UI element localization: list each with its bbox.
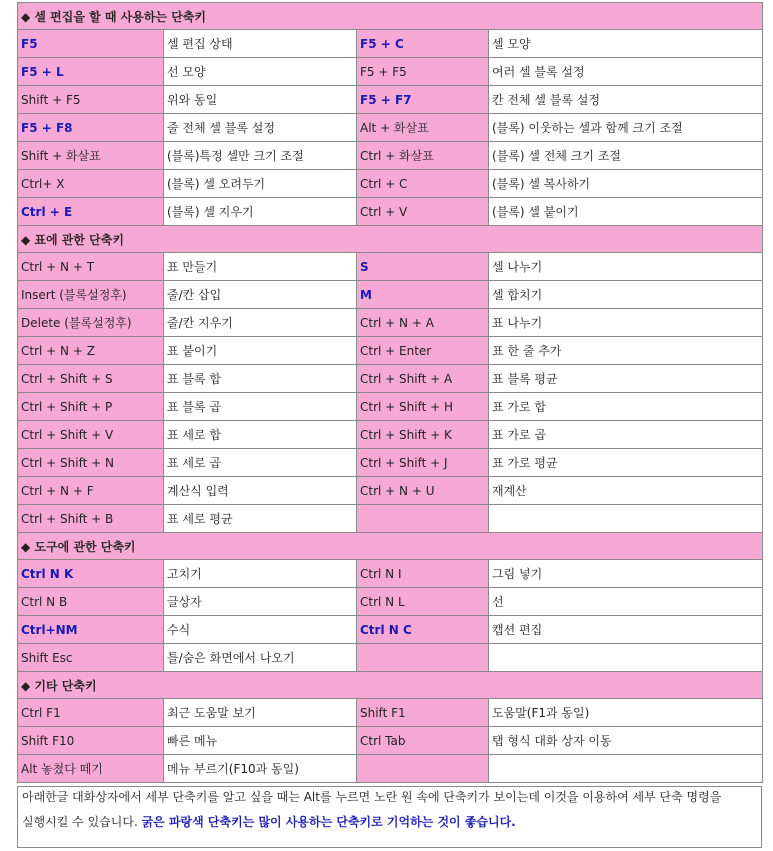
shortcut-desc-right — [489, 644, 763, 672]
shortcut-desc-left: 표 블록 곱 — [164, 393, 357, 421]
shortcut-desc-left: 줄/칸 삽입 — [164, 281, 357, 309]
table-row — [18, 505, 763, 533]
shortcut-desc-right: 재계산 — [489, 477, 763, 505]
shortcut-desc-left: 표 세로 합 — [164, 421, 357, 449]
shortcut-desc-left: 줄 전체 셀 블록 설정 — [164, 114, 357, 142]
shortcut-key-left: Ctrl + Shift + P — [18, 393, 164, 421]
shortcut-desc-right: 표 나누기 — [489, 309, 763, 337]
shortcut-key-right: Shift F1 — [357, 699, 489, 727]
shortcut-desc-left: 글상자 — [164, 588, 357, 616]
table-row — [18, 365, 763, 393]
shortcut-desc-left: 셀 편집 상태 — [164, 30, 357, 58]
shortcut-key-right: Ctrl + Enter — [357, 337, 489, 365]
shortcut-key-right: Ctrl + Shift + H — [357, 393, 489, 421]
shortcut-key-left: Ctrl + Shift + N — [18, 449, 164, 477]
shortcut-table-body — [18, 3, 763, 783]
table-row — [18, 114, 763, 142]
section-header-row — [18, 3, 763, 30]
table-row — [18, 477, 763, 505]
shortcut-key-left: Delete (블록설정후) — [18, 309, 164, 337]
table-row — [18, 449, 763, 477]
shortcut-key-left: Alt 놓쳤다 떼기 — [18, 755, 164, 783]
shortcut-desc-right — [489, 755, 763, 783]
shortcut-desc-left: 빠른 메뉴 — [164, 727, 357, 755]
shortcut-key-left: Shift + F5 — [18, 86, 164, 114]
shortcut-desc-left: 틀/숨은 화면에서 나오기 — [164, 644, 357, 672]
shortcut-key-left: Shift Esc — [18, 644, 164, 672]
shortcut-desc-right: 표 가로 평균 — [489, 449, 763, 477]
shortcut-desc-left: 표 블록 합 — [164, 365, 357, 393]
table-row — [18, 309, 763, 337]
table-row — [18, 616, 763, 644]
shortcut-key-right: Alt + 화살표 — [357, 114, 489, 142]
table-row — [18, 644, 763, 672]
shortcut-key-right: Ctrl + V — [357, 198, 489, 226]
shortcut-key-right: Ctrl + N + A — [357, 309, 489, 337]
shortcut-desc-right: (블록) 셀 전체 크기 조절 — [489, 142, 763, 170]
section-title: ◆ 기타 단축키 — [18, 672, 763, 699]
shortcut-key-left: Shift + 화살표 — [18, 142, 164, 170]
shortcut-table — [17, 2, 763, 783]
table-row — [18, 560, 763, 588]
shortcut-desc-right: 선 — [489, 588, 763, 616]
shortcut-desc-left: (블록) 셀 지우기 — [164, 198, 357, 226]
table-row — [18, 421, 763, 449]
shortcut-key-right: Ctrl + Shift + K — [357, 421, 489, 449]
shortcut-key-left: Ctrl+NM — [18, 616, 164, 644]
shortcut-key-right: Ctrl + C — [357, 170, 489, 198]
shortcut-desc-right: 셀 모양 — [489, 30, 763, 58]
section-header-row — [18, 533, 763, 560]
shortcut-desc-right: 칸 전체 셀 블록 설정 — [489, 86, 763, 114]
table-row — [18, 337, 763, 365]
table-row — [18, 699, 763, 727]
shortcut-key-right — [357, 644, 489, 672]
shortcut-desc-right: 탭 형식 대화 상자 이동 — [489, 727, 763, 755]
section-header-row — [18, 672, 763, 699]
shortcut-key-left: Ctrl + N + F — [18, 477, 164, 505]
shortcut-desc-left: 표 세로 평균 — [164, 505, 357, 533]
table-row — [18, 393, 763, 421]
table-row — [18, 727, 763, 755]
shortcut-key-right — [357, 755, 489, 783]
shortcut-key-right: Ctrl N C — [357, 616, 489, 644]
note-line-2 — [22, 814, 757, 830]
shortcut-key-left: Ctrl + Shift + B — [18, 505, 164, 533]
shortcut-key-right: Ctrl + N + U — [357, 477, 489, 505]
shortcut-key-left: Ctrl + Shift + V — [18, 421, 164, 449]
table-row — [18, 588, 763, 616]
shortcut-key-right: Ctrl Tab — [357, 727, 489, 755]
shortcut-key-left: F5 + L — [18, 58, 164, 86]
shortcut-desc-right — [489, 505, 763, 533]
shortcut-desc-left: 선 모양 — [164, 58, 357, 86]
shortcut-key-left: F5 — [18, 30, 164, 58]
table-row — [18, 58, 763, 86]
shortcut-desc-left: 위와 동일 — [164, 86, 357, 114]
section-title: ◆ 도구에 관한 단축키 — [18, 533, 763, 560]
shortcut-key-left: Ctrl + Shift + S — [18, 365, 164, 393]
shortcut-desc-right: 표 한 줄 추가 — [489, 337, 763, 365]
shortcut-desc-right: 캡션 편집 — [489, 616, 763, 644]
shortcut-desc-left: 메뉴 부르기(F10과 동일) — [164, 755, 357, 783]
table-row — [18, 142, 763, 170]
shortcut-key-right: Ctrl N I — [357, 560, 489, 588]
shortcut-desc-left: 표 붙이기 — [164, 337, 357, 365]
shortcut-key-left: Ctrl + N + T — [18, 253, 164, 281]
section-title: ◆ 표에 관한 단축키 — [18, 226, 763, 253]
shortcut-desc-right: 그림 넣기 — [489, 560, 763, 588]
shortcut-desc-right: (블록) 셀 붙이기 — [489, 198, 763, 226]
shortcut-desc-right: 셀 나누기 — [489, 253, 763, 281]
shortcut-desc-right: (블록) 이웃하는 셀과 함께 크기 조절 — [489, 114, 763, 142]
shortcut-key-right: S — [357, 253, 489, 281]
shortcut-key-left: F5 + F8 — [18, 114, 164, 142]
shortcut-desc-left: (블록) 셀 오려두기 — [164, 170, 357, 198]
shortcut-key-right: Ctrl + Shift + A — [357, 365, 489, 393]
note-line-2-plain: 실행시킬 수 있습니다. — [22, 815, 142, 829]
shortcut-desc-left: (블록)특정 셀만 크기 조절 — [164, 142, 357, 170]
shortcut-desc-right: 표 가로 곱 — [489, 421, 763, 449]
shortcut-desc-right: (블록) 셀 복사하기 — [489, 170, 763, 198]
shortcut-key-left: Ctrl + E — [18, 198, 164, 226]
shortcut-desc-left: 표 세로 곱 — [164, 449, 357, 477]
section-title: ◆ 셀 편집을 할 때 사용하는 단축키 — [18, 3, 763, 30]
table-row — [18, 86, 763, 114]
shortcut-desc-right: 셀 합치기 — [489, 281, 763, 309]
table-row — [18, 281, 763, 309]
shortcut-key-left: Shift F10 — [18, 727, 164, 755]
shortcut-key-left: Ctrl F1 — [18, 699, 164, 727]
table-row — [18, 30, 763, 58]
shortcut-desc-left: 수식 — [164, 616, 357, 644]
footer-note — [17, 786, 762, 848]
shortcut-key-right: Ctrl + Shift + J — [357, 449, 489, 477]
shortcut-desc-left: 표 만들기 — [164, 253, 357, 281]
note-line-1: 아래한글 대화상자에서 세부 단축키를 알고 싶을 때는 Alt를 누르면 노란 원 속에 단축키가 보이는데 이것을 이용하여 세부 단축 명령을 — [22, 790, 722, 804]
shortcut-desc-right: 표 가로 합 — [489, 393, 763, 421]
shortcut-key-left: Ctrl N B — [18, 588, 164, 616]
table-row — [18, 198, 763, 226]
shortcut-key-right: Ctrl + 화살표 — [357, 142, 489, 170]
shortcut-key-right: M — [357, 281, 489, 309]
shortcut-key-left: Insert (블록설정후) — [18, 281, 164, 309]
shortcut-desc-left: 줄/칸 지우기 — [164, 309, 357, 337]
shortcut-key-right — [357, 505, 489, 533]
shortcut-key-right: F5 + F7 — [357, 86, 489, 114]
shortcut-desc-left: 최근 도움말 보기 — [164, 699, 357, 727]
shortcut-key-left: Ctrl + N + Z — [18, 337, 164, 365]
shortcut-desc-right: 도움말(F1과 동일) — [489, 699, 763, 727]
table-row — [18, 755, 763, 783]
table-row — [18, 170, 763, 198]
shortcut-desc-right: 표 블록 평균 — [489, 365, 763, 393]
section-header-row — [18, 226, 763, 253]
shortcut-desc-right: 여러 셀 블록 설정 — [489, 58, 763, 86]
shortcut-key-left: Ctrl N K — [18, 560, 164, 588]
shortcut-key-right: F5 + F5 — [357, 58, 489, 86]
shortcut-key-right: F5 + C — [357, 30, 489, 58]
shortcut-key-left: Ctrl+ X — [18, 170, 164, 198]
shortcut-desc-left: 계산식 입력 — [164, 477, 357, 505]
table-row — [18, 253, 763, 281]
shortcut-desc-left: 고치기 — [164, 560, 357, 588]
shortcut-key-right: Ctrl N L — [357, 588, 489, 616]
note-line-2-emphasis: 굵은 파랑색 단축키는 많이 사용하는 단축키로 기억하는 것이 좋습니다. — [141, 815, 516, 829]
